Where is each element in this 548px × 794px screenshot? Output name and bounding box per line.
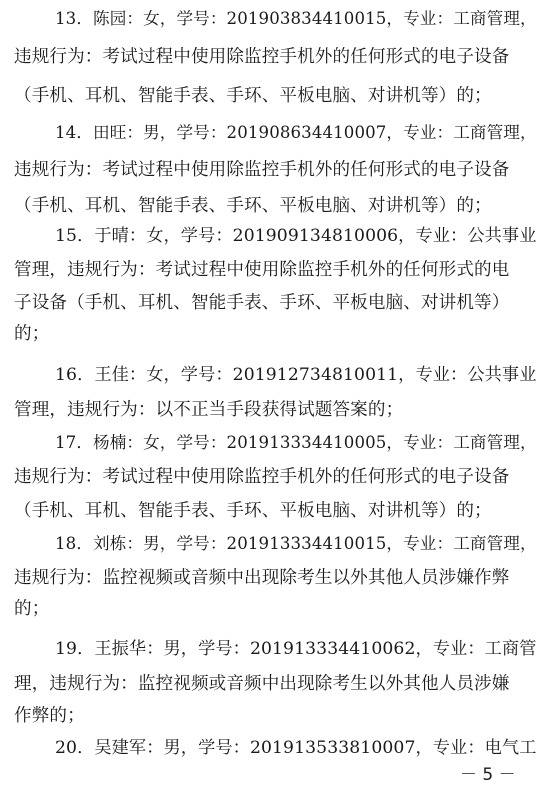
entry-19-line-1: 19．王振华：男，学号：201913334410062，专业：工商管 xyxy=(55,639,537,659)
entry-15-line-4: 的； xyxy=(14,324,50,344)
page-number: － 5 － xyxy=(460,765,516,785)
entry-18-line-3: 的； xyxy=(14,599,50,619)
entry-14-line-1: 14．田旺：男，学号：201908634410007，专业：工商管理， xyxy=(55,123,537,142)
entry-19-line-2: 理，违规行为：监控视频或音频中出现除考生以外其他人员涉嫌 xyxy=(14,674,510,694)
entry-20-line-1: 20．吴建军：男，学号：201913533810007，专业：电气工 xyxy=(55,738,537,758)
entry-15-line-3: 子设备（手机、耳机、智能手表、手环、平板电脑、对讲机等） xyxy=(14,293,510,313)
entry-19-line-3: 作弊的； xyxy=(14,706,85,726)
entry-17-line-3: （手机、耳机、智能手表、手环、平板电脑、对讲机等）的； xyxy=(14,501,492,521)
entry-14-line-3: （手机、耳机、智能手表、手环、平板电脑、对讲机等）的； xyxy=(14,196,492,216)
entry-16-line-2: 管理，违规行为：以不正当手段获得试题答案的； xyxy=(14,400,404,420)
entry-13-line-2: 违规行为：考试过程中使用除监控手机外的任何形式的电子设备 xyxy=(14,47,510,67)
entry-16-line-1: 16．王佳：女，学号：201912734810011，专业：公共事业 xyxy=(55,365,537,385)
entry-18-line-2: 违规行为：监控视频或音频中出现除考生以外其他人员涉嫌作弊 xyxy=(14,568,510,588)
entry-13-line-3: （手机、耳机、智能手表、手环、平板电脑、对讲机等）的； xyxy=(14,86,492,106)
entry-14-line-2: 违规行为：考试过程中使用除监控手机外的任何形式的电子设备 xyxy=(14,160,510,180)
entry-17-line-2: 违规行为：考试过程中使用除监控手机外的任何形式的电子设备 xyxy=(14,467,510,487)
entry-13-line-1: 13．陈园：女，学号：201903834410015，专业：工商管理， xyxy=(55,9,537,28)
entry-17-line-1: 17．杨楠：女，学号：201913334410005，专业：工商管理， xyxy=(55,433,537,452)
entry-18-line-1: 18．刘栋：男，学号：201913334410015，专业：工商管理， xyxy=(55,534,537,553)
entry-15-line-2: 管理，违规行为：考试过程中使用除监控手机外的任何形式的电 xyxy=(14,260,510,280)
entry-15-line-1: 15．于晴：女，学号：201909134810006，专业：公共事业 xyxy=(55,226,537,246)
